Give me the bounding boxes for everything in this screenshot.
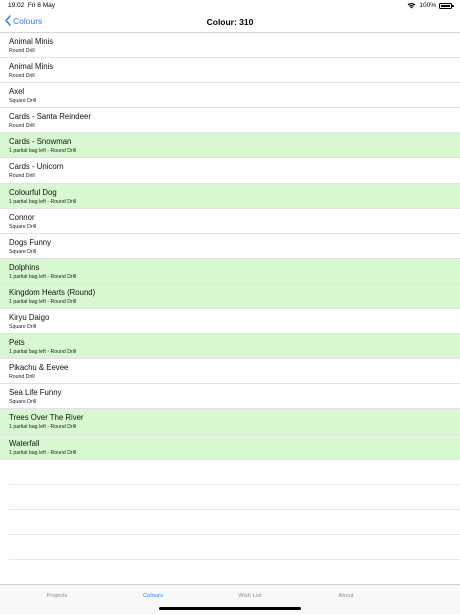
list-item-title: Kiryu Daigo bbox=[9, 313, 50, 323]
list-item[interactable] bbox=[0, 234, 460, 259]
list-item-title: Dolphins bbox=[9, 262, 40, 272]
status-time-date bbox=[8, 2, 55, 9]
list-item[interactable] bbox=[0, 435, 460, 460]
list-item-title: Sea Life Funny bbox=[9, 388, 62, 398]
tab-about[interactable]: About bbox=[338, 593, 354, 599]
list-item-subtitle: 1 partial bag left - Round Drill bbox=[9, 349, 77, 356]
list-item[interactable] bbox=[0, 209, 460, 234]
list-item-subtitle: 1 partial bag left - Round Drill bbox=[9, 198, 77, 205]
project-list bbox=[0, 33, 460, 585]
battery-icon bbox=[439, 3, 452, 9]
list-item[interactable] bbox=[0, 158, 460, 183]
list-item-subtitle: 1 partial bag left - Round Drill bbox=[9, 148, 77, 155]
status-time: 19:02 bbox=[8, 2, 25, 9]
list-item-title: Dogs Funny bbox=[9, 237, 52, 247]
list-item-subtitle: Square Drill bbox=[9, 399, 37, 406]
status-right bbox=[407, 2, 452, 9]
list-item-subtitle: Round Drill bbox=[9, 123, 35, 130]
list-item-subtitle: Square Drill bbox=[9, 223, 37, 230]
navigation-bar bbox=[0, 12, 460, 33]
list-item-title: Cards - Unicorn bbox=[9, 162, 64, 172]
list-item-subtitle: Round Drill bbox=[9, 374, 35, 381]
list-item[interactable] bbox=[0, 133, 460, 158]
tab-colours[interactable]: Colours bbox=[143, 593, 163, 599]
list-item-subtitle: Round Drill bbox=[9, 173, 35, 180]
list-item-subtitle: Square Drill bbox=[9, 324, 37, 331]
list-item-subtitle: Round Drill bbox=[9, 73, 35, 80]
list-item[interactable] bbox=[0, 309, 460, 334]
list-item[interactable] bbox=[0, 284, 460, 309]
status-date: Fri 8 May bbox=[27, 2, 55, 9]
list-item-title: Colourful Dog bbox=[9, 187, 57, 197]
list-item-title: Kingdom Hearts (Round) bbox=[9, 287, 96, 297]
back-button-label: Colours bbox=[13, 15, 43, 26]
list-item[interactable] bbox=[0, 359, 460, 384]
list-item-subtitle: 1 partial bag left - Round Drill bbox=[9, 424, 77, 431]
list-item-subtitle: Round Drill bbox=[9, 48, 35, 54]
list-item[interactable] bbox=[0, 83, 460, 108]
list-item-title: Animal Minis bbox=[9, 37, 54, 46]
empty-row-separator bbox=[9, 560, 460, 585]
tab-wish-list[interactable]: Wish List bbox=[238, 593, 262, 599]
tab-projects[interactable]: Projects bbox=[46, 593, 68, 599]
status-bar bbox=[0, 0, 460, 12]
list-item-title: Cards - Santa Reindeer bbox=[9, 112, 91, 122]
list-item-title: Animal Minis bbox=[9, 62, 54, 72]
list-item[interactable] bbox=[0, 259, 460, 284]
list-item-title: Pets bbox=[9, 338, 25, 348]
list-item-title: Waterfall bbox=[9, 438, 40, 448]
list-item-title: Axel bbox=[9, 87, 25, 97]
empty-row-separator bbox=[9, 535, 460, 560]
list-item[interactable] bbox=[0, 58, 460, 83]
home-indicator bbox=[159, 607, 301, 610]
list-item-subtitle: 1 partial bag left - Round Drill bbox=[9, 449, 77, 456]
list-item[interactable] bbox=[0, 409, 460, 434]
empty-row-separator bbox=[9, 485, 460, 510]
list-item[interactable] bbox=[0, 384, 460, 409]
page-title: Colour: 310 bbox=[206, 17, 254, 27]
battery-percent: 100% bbox=[419, 2, 436, 9]
list-item[interactable] bbox=[0, 184, 460, 209]
list-item-title: Trees Over The River bbox=[9, 413, 84, 423]
list-item-subtitle: 1 partial bag left - Round Drill bbox=[9, 298, 77, 305]
list-item[interactable] bbox=[0, 334, 460, 359]
list-item[interactable] bbox=[0, 33, 460, 58]
list-item-subtitle: 1 partial bag left - Round Drill bbox=[9, 273, 77, 280]
list-item-title: Pikachu & Eevee bbox=[9, 363, 69, 373]
list-item[interactable] bbox=[0, 108, 460, 133]
empty-row-separator bbox=[9, 460, 460, 485]
list-item-title: Connor bbox=[9, 212, 35, 222]
list-item-subtitle: Square Drill bbox=[9, 248, 37, 255]
empty-row-separator bbox=[9, 510, 460, 535]
list-item-subtitle: Square Drill bbox=[9, 98, 37, 105]
wifi-icon bbox=[407, 2, 416, 9]
list-item-title: Cards - Snowman bbox=[9, 137, 72, 147]
